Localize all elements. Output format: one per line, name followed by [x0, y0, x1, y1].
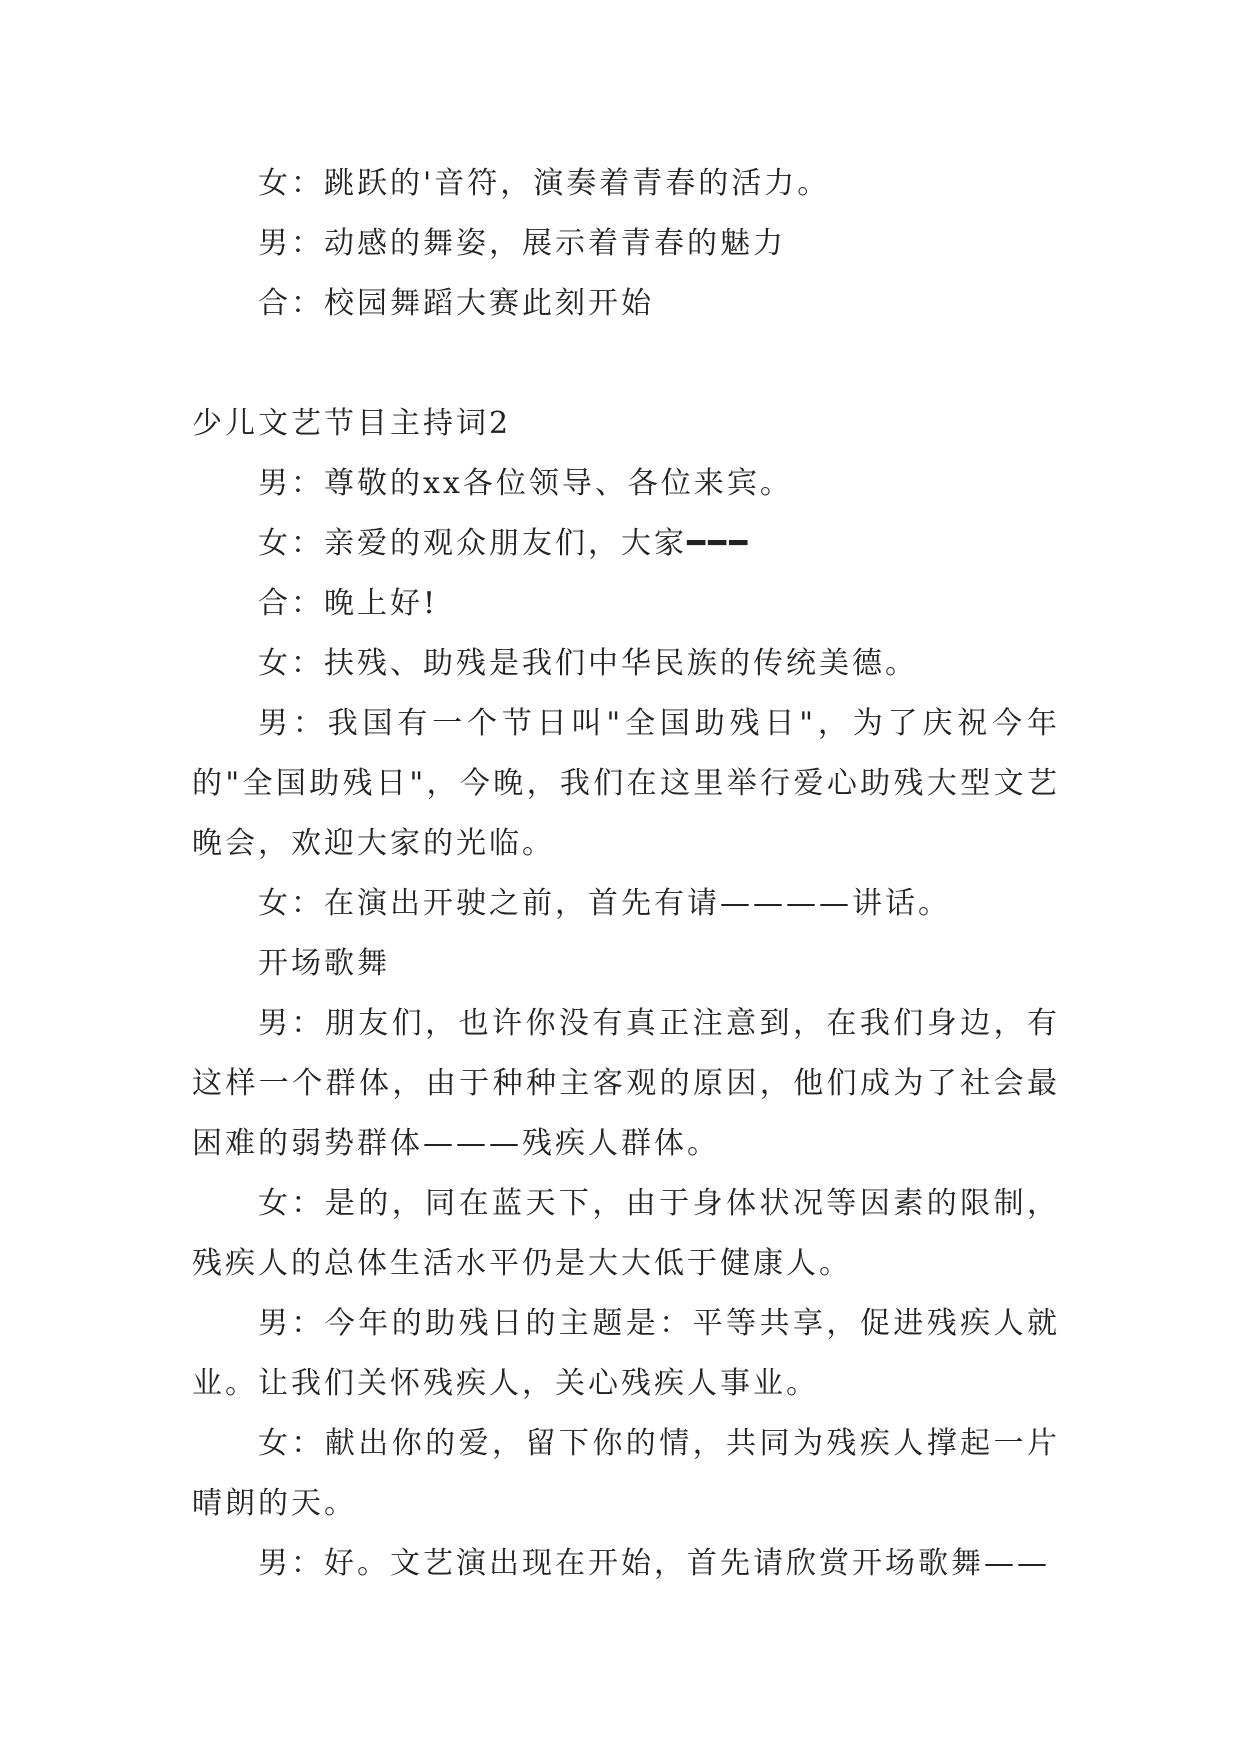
section-spacer — [192, 334, 1060, 394]
dialogue-paragraph: 男：今年的助残日的主题是：平等共享，促进残疾人就业。让我们关怀残疾人，关心残疾人事业。 — [192, 1306, 1060, 1401]
dialogue-paragraph: 男：好。文艺演出现在开始，首先请欣赏开场歌舞—— — [258, 1546, 1050, 1581]
dialogue-line: 男：动感的舞姿，展示着青春的魅力 — [258, 226, 786, 261]
dialogue-paragraph: 女：在演出开驶之前，首先有请————讲话。 — [258, 886, 951, 921]
dialogue-paragraph: 女：扶残、助残是我们中华民族的传统美德。 — [258, 646, 918, 681]
dialogue-paragraph: 女：是的，同在蓝天下，由于身体状况等因素的限制，残疾人的总体生活水平仍是大大低于健康人。 — [192, 1186, 1060, 1281]
dialogue-paragraph: 男：尊敬的xx各位领导、各位来宾。 — [258, 466, 793, 501]
dialogue-paragraph: 合：晚上好! — [258, 586, 439, 621]
dialogue-paragraph: 女：亲爱的观众朋友们，大家━━━ — [258, 526, 751, 561]
dialogue-line: 合：校园舞蹈大赛此刻开始 — [258, 286, 654, 321]
program-item: 开场歌舞 — [258, 946, 390, 981]
dialogue-line: 女：跳跃的'音符，演奏着青春的活力。 — [258, 166, 831, 201]
document-body — [192, 154, 1060, 1594]
dialogue-paragraph: 男：朋友们，也许你没有真正注意到，在我们身边，有这样一个群体，由于种种主客观的原因，他们成为了社会最困难的弱势群体———残疾人群体。 — [192, 1006, 1060, 1161]
dialogue-paragraph: 女：献出你的爱，留下你的情，共同为残疾人撑起一片晴朗的天。 — [192, 1426, 1060, 1521]
section-title: 少儿文艺节目主持词2 — [192, 406, 512, 441]
dialogue-paragraph: 男：我国有一个节日叫"全国助残日"，为了庆祝今年的"全国助残日"，今晚，我们在这里举行爱心助残大型文艺晚会，欢迎大家的光临。 — [192, 706, 1060, 861]
